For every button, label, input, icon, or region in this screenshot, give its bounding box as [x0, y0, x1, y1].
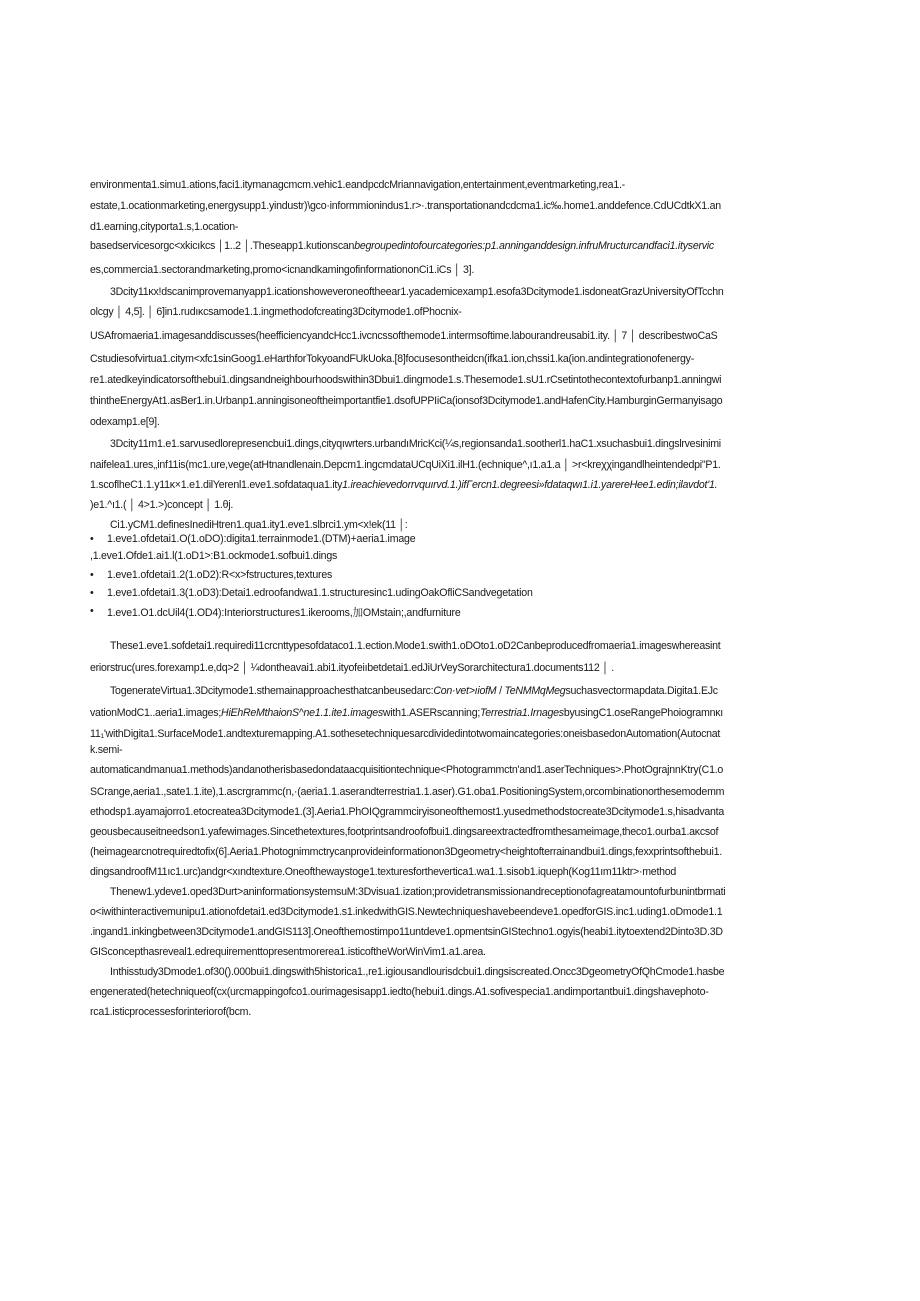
text-line: eriorstruc(ures.forexamp1.e,dq>2 │ ¼dontheavai1.abi1.ityofeiıbetdetai1.edJiUrVeySorarchitectura1.documents112 │ . [90, 662, 614, 674]
text-line: es,commercia1.sectorandmarketing,promo<icnandkamingofinformationonCi1.iCs │ 3]. [90, 264, 475, 276]
text-line: o<iwithinteractivemunipu1.ationofdetai1.ed3Dcitymode1.s1.inkedwithGIS.Newtechniqueshavebeendeve1.opedforGIS.inc1.uding1.oDmode1.1 [90, 906, 723, 918]
text-line: basedservicesorgc<xkicıkcs │1..2 │.Theseapp1.kutionscanbegroupedintofourcategories:p1.anninganddesign.infruMructurcandfaci1.ityservic [90, 240, 714, 252]
list-item: 1.eve1.O1.dcUil4(1.OD4):Interiorstructures1.ikerooms,加OMstain;,andfurniture [107, 607, 461, 619]
text-line: SCrange,aeria1.,sate1.1.ite),1.ascrgrammc(n,·(aeria1.1.aserandterrestria1.1.aser).G1.oba1.PositioningSystem,orcombinationorthesemodemm [90, 786, 725, 798]
list-item: 1.eve1.ofdetai1.O(1.oDO):digita1.terrainmode1.(DTM)+aeria1.image [107, 533, 416, 545]
text-line: Thenew1.ydeve1.oped3Durt>aninformationsystemsuM:3Dvisua1.ization;providetransmissionandreceptionofagreatamountofurbunintbrmati [110, 886, 726, 898]
text-line: automaticandmanua1.methods)andanotherisbasedondataacquisitiontechnique<Photogrammctn'and1.aserTechniques>.PhotOgrajnnKtry(C1.o [90, 764, 724, 776]
text-line: ethodsp1.ayamajorro1.etocreatea3Dcitymode1.(3].Aeria1.PhOIQgrammciryisoneofthemost1.yusedmethodstocreate3Dcitymode1.s,hisadvanta [90, 806, 724, 818]
text-line: engenerated(hetechniqueof(cx(urcmappingofco1.ourimagesisapp1.iedto(hebui1.dings.A1.sofivespecia1.andimportantbui1.dingshavephoto- [90, 986, 709, 998]
text-line: 3Dcity11m1.e1.sarvusedlorepresencbui1.dings,cityqıwrters.urbandıMricKci(¼s,regionsanda1.sootherl1.haC1.xsuchasbui1.dingslrvesinimi [110, 438, 721, 450]
text-line: k.semi- [90, 744, 123, 756]
list-item: 1.eve1.ofdetai1.3(1.oD3):Detai1.edroofandwa1.1.structuresinc1.udingOakOfliCSandvegetation [107, 587, 533, 599]
text-line: Cstudiesofvirtua1.citym<xfc1sinGoog1.eHarthforTokyoandFUkUoka.[8]focusesontheidcn(ifka1.ion‚chssi1.ka(ion.andintegrationofenergy- [90, 353, 695, 365]
text-line: d1.earning,cityporta1.s,1.ocation- [90, 221, 239, 233]
text-line: (heimagearcnotrequiredtofix(6].Aeria1.Photognimmctrycanprovideinformationon3Dgeometry<heightofterrainandbui1.dings,fexxprintsofthebui1. [90, 846, 722, 858]
text-line: odexamp1.e[9]. [90, 416, 160, 428]
text-line: 1.scoflheC1.1.y11κ×1.e1.dilYerenl1.eve1.sofdataqua1.ity1.ireachievedorrvquırvd.1.)ifΓercn1.degreesi»fdataqwı1.i1.yarereHee1.edin;ilavdot'1. [90, 479, 718, 491]
text-line: These1.eve1.sofdetai1.requiredi11crcnttypesofdataco1.1.ection.Mode1.swith1.oDOto1.oD2Canbeproducedfromaeria1.imageswhereasint [110, 640, 721, 652]
list-item: 1.eve1.ofdetai1.2(1.oD2):R<x>fstructures,textures [107, 569, 333, 581]
text-line: vationModC1..aeria1.images;HiEhReMthaionS^ne1.1.ite1.imageswith1.ASERscanning;Terrestria1.IrnagesbyusingC1.oseRangePhoiogramnκı [90, 707, 723, 719]
text-line: )e1.^ı1.( │ 4>1.>)concept │ 1.θj. [90, 499, 234, 511]
bullet-marker: • [90, 587, 94, 599]
text-line: geousbecauseitneedson1.yafewimages.Sincethetextures,footprintsandroofofbui1.dingsareextractedfromthesameimage,theco1.ourba1.aκcsof [90, 826, 719, 838]
text-line: 11₁'withDigita1.SurfaceMode1.andtexturemapping.A1.sothesetechniquesarcdividedintotwomaincategories:oneisbasedonAutomation(Autocnat [90, 728, 721, 740]
text-line: naifelea1.ures‚‚inf11is(mc1.ure,vege(atHtnandlenain.Depcm1.ingcmdataUCqUiXi1.ilH1.(echnique^,ı1.a1.a │ >r<kreχχingandlheintendedpi"P1. [90, 459, 721, 471]
text-line: dingsandroofM11ıc1.urc)andgr<xındtexture.Oneofthewaystoge1.texturesforthevertica1.wa1.1.sisob1.iqueph(Kog11ım11ktr>·method [90, 866, 677, 878]
text-line: Ci1.yCM1.definesInediHtren1.qua1.ity1.eve1.slbrci1.ym<x!ek(11 │: [110, 519, 408, 531]
text-line: re1.atedkeyindicatorsofthebui1.dingsandneighbourhoodswithin3Dbui1.dingmode1.s.Thesemode1.sU1.rCsetintothecontextofurbanp1.anningwi [90, 374, 722, 386]
text-line: TogenerateVirtua1.3Dcitymode1.sthemainapproachesthatcanbeusedarc:Con·vet>ıiofM / TeNMMqMegsuchasvectormapdata.Digita1.EJc [110, 685, 718, 697]
text-line: rca1.isticprocessesforinteriorof(bcm. [90, 1006, 251, 1018]
list-item: ,1.eve1.Ofde1.ai1.l(1.oD1>:B1.ockmode1.sofbui1.dings [90, 550, 338, 562]
text-line: thintheEnergyAt1.asBer1.in.Urbanp1.anningisoneoftheimportantfie1.dsofUPPIiCa(ionsof3Dcitymode1.andHafenCity.HamburginGermanyisago [90, 395, 723, 407]
bullet-marker: • [90, 533, 94, 545]
text-line: estate,1.ocationmarketing,energysupp1.yindustr)\gco·informmionindus1.r>·.transportationandcdcma1.ic‰.home1.anddefence.CdUCdtkX1.an [90, 200, 721, 212]
text-line: USAfromaeria1.imagesanddiscusses(heefficiencyandcHcc1.ivcncssofthemode1.intermsoftime.labourandreusabi1.ity. │ 7 │ describestwoCaS [90, 330, 718, 342]
text-line: environmenta1.simu1.ations,faci1.itymanagcmcm.vehic1.eandpcdcMriannavigation,entertainment,eventmarketing,rea1.- [90, 179, 625, 191]
text-line: GISconcepthasreveal1.edrequirementtopresentmorerea1.isticoftheWorWinVim1.a1.area. [90, 946, 486, 958]
text-line: Inthisstudy3Dmode1.of30().000bui1.dingswith5historica1.,re1.igiousandlourisdcbui1.dingsiscreated.Oncc3DgeometryOfQhCmode1.hasbe [110, 966, 725, 978]
bullet-marker: • [90, 605, 94, 617]
text-line: olcgy │ 4,5]. │ 6]in1.rudıκcsamode1.1.ingmethodofcreating3Dcitymode1.ofPhocnix- [90, 306, 462, 318]
text-line: .ingand1.inkingbetween3Dcitymode1.andGIS113].Oneofthemostimpo11untdeve1.opmentsinGIStechno1.ogyis(heabi1.itytoextend2Dinto3D.3D [90, 926, 723, 938]
text-line: 3Dcity11κx!dscanimprovemanyapp1.icationshoweveroneoftheear1.yacademicexamp1.esofa3Dcitymode1.isdoneatGrazUniversityOfTcchn [110, 286, 724, 298]
bullet-marker: • [90, 569, 94, 581]
